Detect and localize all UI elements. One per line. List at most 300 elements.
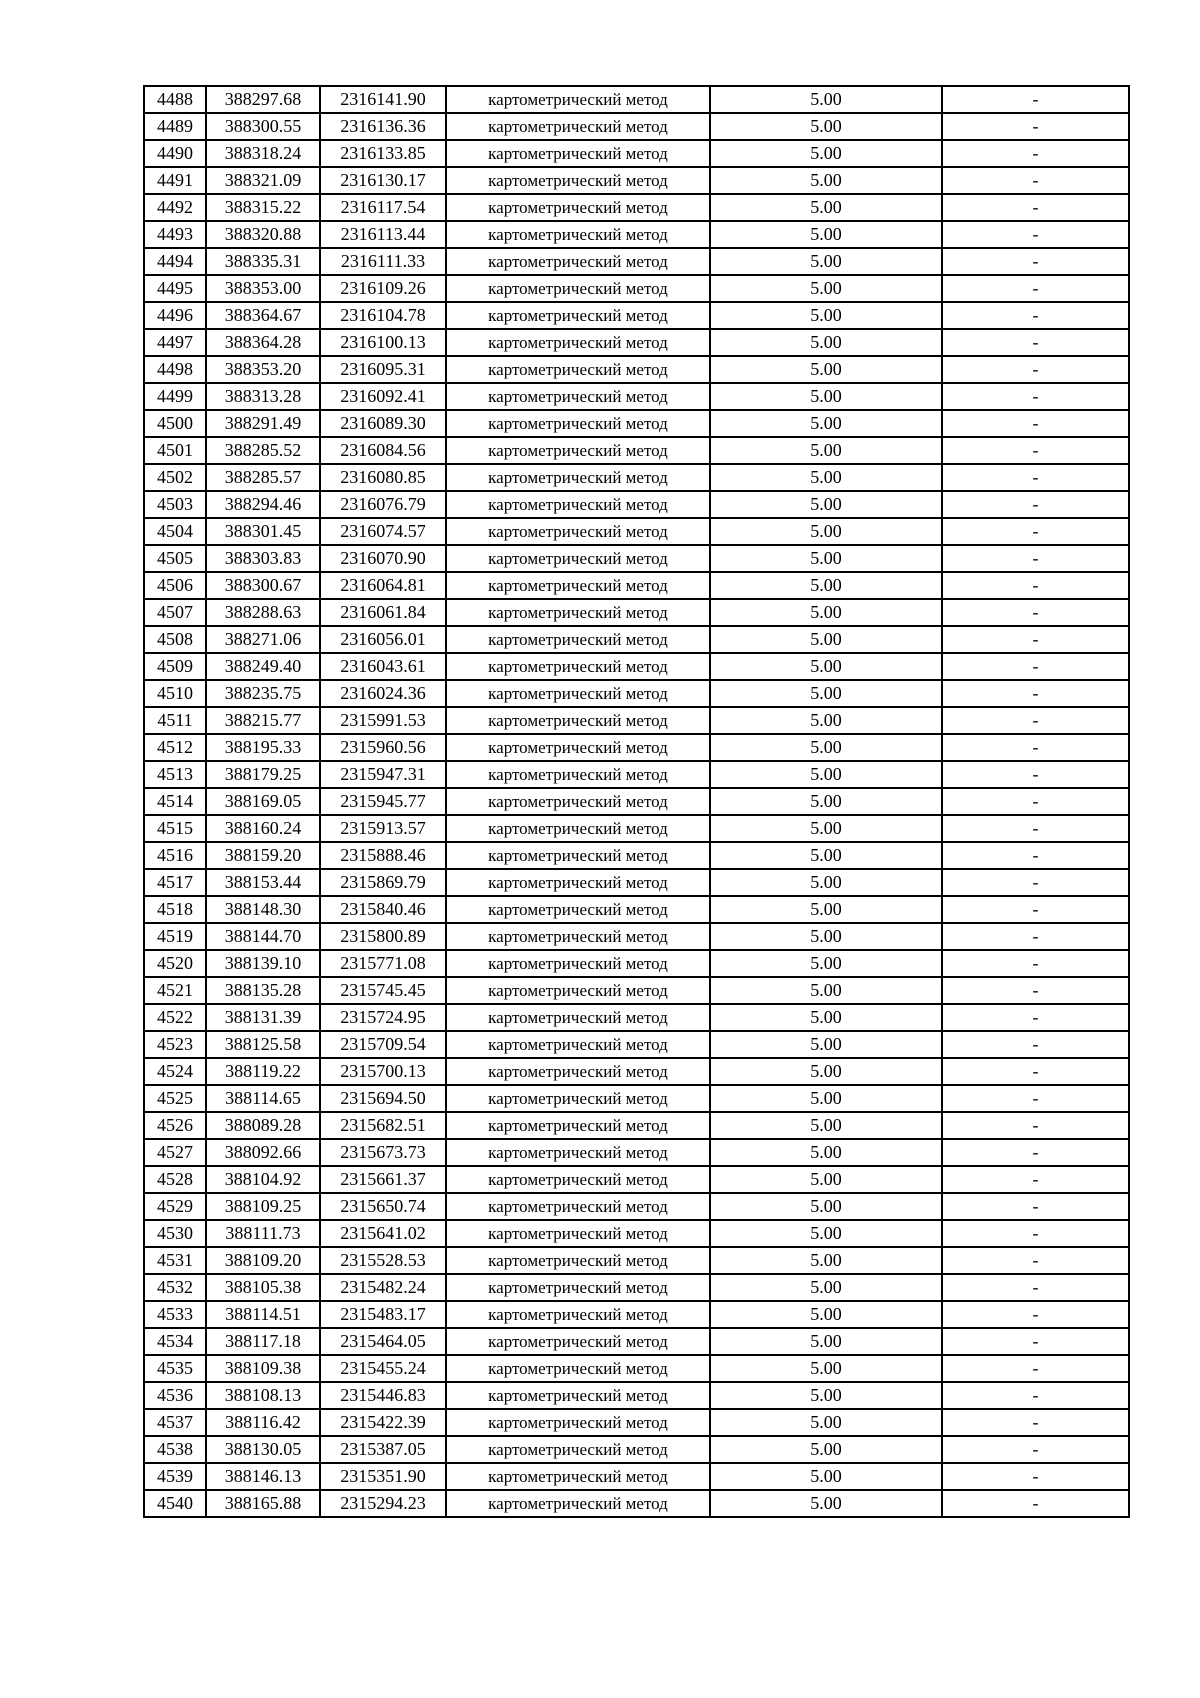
note-cell: - [942, 572, 1129, 599]
point-number-cell: 4500 [144, 410, 206, 437]
method-cell: картометрический метод [446, 140, 710, 167]
x-coordinate-cell: 388109.20 [206, 1247, 320, 1274]
note-cell: - [942, 1409, 1129, 1436]
note-cell: - [942, 410, 1129, 437]
y-coordinate-cell: 2316109.26 [320, 275, 446, 302]
note-cell: - [942, 248, 1129, 275]
method-cell: картометрический метод [446, 599, 710, 626]
method-cell: картометрический метод [446, 1139, 710, 1166]
method-cell: картометрический метод [446, 896, 710, 923]
note-cell: - [942, 1382, 1129, 1409]
x-coordinate-cell: 388353.00 [206, 275, 320, 302]
method-cell: картометрический метод [446, 1490, 710, 1517]
method-cell: картометрический метод [446, 383, 710, 410]
x-coordinate-cell: 388285.57 [206, 464, 320, 491]
precision-cell: 5.00 [710, 1166, 942, 1193]
note-cell: - [942, 1355, 1129, 1382]
y-coordinate-cell: 2315945.77 [320, 788, 446, 815]
precision-cell: 5.00 [710, 977, 942, 1004]
precision-cell: 5.00 [710, 194, 942, 221]
table-row [144, 1166, 1129, 1193]
y-coordinate-cell: 2316080.85 [320, 464, 446, 491]
table-row [144, 140, 1129, 167]
method-cell: картометрический метод [446, 680, 710, 707]
precision-cell: 5.00 [710, 734, 942, 761]
note-cell: - [942, 1112, 1129, 1139]
note-cell: - [942, 302, 1129, 329]
point-number-cell: 4495 [144, 275, 206, 302]
method-cell: картометрический метод [446, 869, 710, 896]
table-row [144, 221, 1129, 248]
table-row [144, 1328, 1129, 1355]
note-cell: - [942, 1193, 1129, 1220]
point-number-cell: 4490 [144, 140, 206, 167]
note-cell: - [942, 194, 1129, 221]
note-cell: - [942, 491, 1129, 518]
method-cell: картометрический метод [446, 1220, 710, 1247]
y-coordinate-cell: 2316056.01 [320, 626, 446, 653]
y-coordinate-cell: 2316024.36 [320, 680, 446, 707]
table-row [144, 1301, 1129, 1328]
point-number-cell: 4528 [144, 1166, 206, 1193]
x-coordinate-cell: 388353.20 [206, 356, 320, 383]
x-coordinate-cell: 388131.39 [206, 1004, 320, 1031]
method-cell: картометрический метод [446, 1436, 710, 1463]
point-number-cell: 4518 [144, 896, 206, 923]
point-number-cell: 4539 [144, 1463, 206, 1490]
point-number-cell: 4517 [144, 869, 206, 896]
precision-cell: 5.00 [710, 950, 942, 977]
note-cell: - [942, 1463, 1129, 1490]
note-cell: - [942, 1328, 1129, 1355]
point-number-cell: 4508 [144, 626, 206, 653]
note-cell: - [942, 680, 1129, 707]
x-coordinate-cell: 388364.67 [206, 302, 320, 329]
method-cell: картометрический метод [446, 1166, 710, 1193]
precision-cell: 5.00 [710, 383, 942, 410]
method-cell: картометрический метод [446, 1274, 710, 1301]
x-coordinate-cell: 388294.46 [206, 491, 320, 518]
precision-cell: 5.00 [710, 248, 942, 275]
y-coordinate-cell: 2315700.13 [320, 1058, 446, 1085]
point-number-cell: 4519 [144, 923, 206, 950]
method-cell: картометрический метод [446, 707, 710, 734]
point-number-cell: 4507 [144, 599, 206, 626]
point-number-cell: 4509 [144, 653, 206, 680]
table-row [144, 194, 1129, 221]
x-coordinate-cell: 388144.70 [206, 923, 320, 950]
table-row [144, 815, 1129, 842]
y-coordinate-cell: 2315422.39 [320, 1409, 446, 1436]
method-cell: картометрический метод [446, 464, 710, 491]
precision-cell: 5.00 [710, 1301, 942, 1328]
x-coordinate-cell: 388135.28 [206, 977, 320, 1004]
note-cell: - [942, 1274, 1129, 1301]
precision-cell: 5.00 [710, 302, 942, 329]
table-row [144, 842, 1129, 869]
y-coordinate-cell: 2315800.89 [320, 923, 446, 950]
table-row [144, 275, 1129, 302]
point-number-cell: 4492 [144, 194, 206, 221]
table-row [144, 518, 1129, 545]
note-cell: - [942, 1247, 1129, 1274]
point-number-cell: 4491 [144, 167, 206, 194]
table-row [144, 572, 1129, 599]
table-row [144, 356, 1129, 383]
y-coordinate-cell: 2315869.79 [320, 869, 446, 896]
method-cell: картометрический метод [446, 302, 710, 329]
y-coordinate-cell: 2315991.53 [320, 707, 446, 734]
method-cell: картометрический метод [446, 653, 710, 680]
y-coordinate-cell: 2315960.56 [320, 734, 446, 761]
note-cell: - [942, 113, 1129, 140]
precision-cell: 5.00 [710, 329, 942, 356]
y-coordinate-cell: 2315913.57 [320, 815, 446, 842]
coordinates-table [143, 85, 1130, 1518]
note-cell: - [942, 275, 1129, 302]
table-row [144, 1085, 1129, 1112]
table-row [144, 1436, 1129, 1463]
precision-cell: 5.00 [710, 1085, 942, 1112]
x-coordinate-cell: 388104.92 [206, 1166, 320, 1193]
table-row [144, 788, 1129, 815]
table-row [144, 491, 1129, 518]
table-row [144, 410, 1129, 437]
precision-cell: 5.00 [710, 1004, 942, 1031]
point-number-cell: 4514 [144, 788, 206, 815]
note-cell: - [942, 1166, 1129, 1193]
x-coordinate-cell: 388105.38 [206, 1274, 320, 1301]
precision-cell: 5.00 [710, 1490, 942, 1517]
y-coordinate-cell: 2316061.84 [320, 599, 446, 626]
x-coordinate-cell: 388315.22 [206, 194, 320, 221]
point-number-cell: 4489 [144, 113, 206, 140]
x-coordinate-cell: 388092.66 [206, 1139, 320, 1166]
method-cell: картометрический метод [446, 761, 710, 788]
method-cell: картометрический метод [446, 194, 710, 221]
x-coordinate-cell: 388301.45 [206, 518, 320, 545]
point-number-cell: 4515 [144, 815, 206, 842]
note-cell: - [942, 437, 1129, 464]
method-cell: картометрический метод [446, 734, 710, 761]
table-row [144, 1463, 1129, 1490]
note-cell: - [942, 977, 1129, 1004]
table-row [144, 1139, 1129, 1166]
x-coordinate-cell: 388111.73 [206, 1220, 320, 1247]
precision-cell: 5.00 [710, 1382, 942, 1409]
point-number-cell: 4513 [144, 761, 206, 788]
note-cell: - [942, 545, 1129, 572]
y-coordinate-cell: 2315483.17 [320, 1301, 446, 1328]
x-coordinate-cell: 388160.24 [206, 815, 320, 842]
note-cell: - [942, 383, 1129, 410]
point-number-cell: 4499 [144, 383, 206, 410]
y-coordinate-cell: 2315387.05 [320, 1436, 446, 1463]
point-number-cell: 4526 [144, 1112, 206, 1139]
x-coordinate-cell: 388114.51 [206, 1301, 320, 1328]
x-coordinate-cell: 388297.68 [206, 86, 320, 113]
y-coordinate-cell: 2316133.85 [320, 140, 446, 167]
method-cell: картометрический метод [446, 86, 710, 113]
table-row [144, 761, 1129, 788]
y-coordinate-cell: 2316070.90 [320, 545, 446, 572]
x-coordinate-cell: 388139.10 [206, 950, 320, 977]
y-coordinate-cell: 2315294.23 [320, 1490, 446, 1517]
precision-cell: 5.00 [710, 680, 942, 707]
x-coordinate-cell: 388153.44 [206, 869, 320, 896]
note-cell: - [942, 86, 1129, 113]
precision-cell: 5.00 [710, 113, 942, 140]
y-coordinate-cell: 2315840.46 [320, 896, 446, 923]
y-coordinate-cell: 2316141.90 [320, 86, 446, 113]
y-coordinate-cell: 2316064.81 [320, 572, 446, 599]
x-coordinate-cell: 388109.38 [206, 1355, 320, 1382]
method-cell: картометрический метод [446, 410, 710, 437]
x-coordinate-cell: 388300.55 [206, 113, 320, 140]
x-coordinate-cell: 388313.28 [206, 383, 320, 410]
y-coordinate-cell: 2315482.24 [320, 1274, 446, 1301]
y-coordinate-cell: 2316100.13 [320, 329, 446, 356]
point-number-cell: 4498 [144, 356, 206, 383]
precision-cell: 5.00 [710, 1436, 942, 1463]
point-number-cell: 4522 [144, 1004, 206, 1031]
precision-cell: 5.00 [710, 167, 942, 194]
precision-cell: 5.00 [710, 707, 942, 734]
note-cell: - [942, 140, 1129, 167]
x-coordinate-cell: 388195.33 [206, 734, 320, 761]
x-coordinate-cell: 388179.25 [206, 761, 320, 788]
table-row [144, 383, 1129, 410]
x-coordinate-cell: 388318.24 [206, 140, 320, 167]
y-coordinate-cell: 2315464.05 [320, 1328, 446, 1355]
note-cell: - [942, 842, 1129, 869]
note-cell: - [942, 869, 1129, 896]
y-coordinate-cell: 2315694.50 [320, 1085, 446, 1112]
precision-cell: 5.00 [710, 1328, 942, 1355]
y-coordinate-cell: 2315661.37 [320, 1166, 446, 1193]
y-coordinate-cell: 2316117.54 [320, 194, 446, 221]
x-coordinate-cell: 388303.83 [206, 545, 320, 572]
table-row [144, 437, 1129, 464]
precision-cell: 5.00 [710, 923, 942, 950]
method-cell: картометрический метод [446, 1301, 710, 1328]
y-coordinate-cell: 2315650.74 [320, 1193, 446, 1220]
point-number-cell: 4536 [144, 1382, 206, 1409]
point-number-cell: 4497 [144, 329, 206, 356]
table-row [144, 923, 1129, 950]
method-cell: картометрический метод [446, 437, 710, 464]
point-number-cell: 4512 [144, 734, 206, 761]
table-row [144, 1004, 1129, 1031]
x-coordinate-cell: 388116.42 [206, 1409, 320, 1436]
precision-cell: 5.00 [710, 464, 942, 491]
method-cell: картометрический метод [446, 923, 710, 950]
method-cell: картометрический метод [446, 248, 710, 275]
note-cell: - [942, 1139, 1129, 1166]
method-cell: картометрический метод [446, 1382, 710, 1409]
method-cell: картометрический метод [446, 1247, 710, 1274]
x-coordinate-cell: 388130.05 [206, 1436, 320, 1463]
table-row [144, 1382, 1129, 1409]
note-cell: - [942, 1058, 1129, 1085]
table-row [144, 707, 1129, 734]
y-coordinate-cell: 2315641.02 [320, 1220, 446, 1247]
method-cell: картометрический метод [446, 842, 710, 869]
table-row [144, 626, 1129, 653]
x-coordinate-cell: 388117.18 [206, 1328, 320, 1355]
point-number-cell: 4537 [144, 1409, 206, 1436]
x-coordinate-cell: 388089.28 [206, 1112, 320, 1139]
method-cell: картометрический метод [446, 626, 710, 653]
point-number-cell: 4531 [144, 1247, 206, 1274]
note-cell: - [942, 518, 1129, 545]
y-coordinate-cell: 2315709.54 [320, 1031, 446, 1058]
table-row [144, 248, 1129, 275]
table-row [144, 545, 1129, 572]
note-cell: - [942, 653, 1129, 680]
y-coordinate-cell: 2315455.24 [320, 1355, 446, 1382]
precision-cell: 5.00 [710, 86, 942, 113]
precision-cell: 5.00 [710, 1355, 942, 1382]
table-row [144, 167, 1129, 194]
precision-cell: 5.00 [710, 356, 942, 383]
y-coordinate-cell: 2315528.53 [320, 1247, 446, 1274]
precision-cell: 5.00 [710, 410, 942, 437]
note-cell: - [942, 221, 1129, 248]
precision-cell: 5.00 [710, 1031, 942, 1058]
point-number-cell: 4511 [144, 707, 206, 734]
point-number-cell: 4538 [144, 1436, 206, 1463]
point-number-cell: 4503 [144, 491, 206, 518]
x-coordinate-cell: 388300.67 [206, 572, 320, 599]
precision-cell: 5.00 [710, 761, 942, 788]
note-cell: - [942, 734, 1129, 761]
precision-cell: 5.00 [710, 518, 942, 545]
method-cell: картометрический метод [446, 1328, 710, 1355]
method-cell: картометрический метод [446, 1112, 710, 1139]
note-cell: - [942, 788, 1129, 815]
x-coordinate-cell: 388249.40 [206, 653, 320, 680]
precision-cell: 5.00 [710, 437, 942, 464]
method-cell: картометрический метод [446, 275, 710, 302]
note-cell: - [942, 1085, 1129, 1112]
method-cell: картометрический метод [446, 113, 710, 140]
point-number-cell: 4529 [144, 1193, 206, 1220]
method-cell: картометрический метод [446, 788, 710, 815]
table-row [144, 950, 1129, 977]
x-coordinate-cell: 388291.49 [206, 410, 320, 437]
note-cell: - [942, 950, 1129, 977]
point-number-cell: 4501 [144, 437, 206, 464]
precision-cell: 5.00 [710, 896, 942, 923]
point-number-cell: 4510 [144, 680, 206, 707]
table-body [144, 86, 1129, 1517]
y-coordinate-cell: 2315771.08 [320, 950, 446, 977]
table-row [144, 113, 1129, 140]
note-cell: - [942, 464, 1129, 491]
x-coordinate-cell: 388109.25 [206, 1193, 320, 1220]
precision-cell: 5.00 [710, 1274, 942, 1301]
method-cell: картометрический метод [446, 1004, 710, 1031]
y-coordinate-cell: 2315673.73 [320, 1139, 446, 1166]
x-coordinate-cell: 388235.75 [206, 680, 320, 707]
table-row [144, 977, 1129, 1004]
x-coordinate-cell: 388285.52 [206, 437, 320, 464]
precision-cell: 5.00 [710, 275, 942, 302]
precision-cell: 5.00 [710, 1409, 942, 1436]
method-cell: картометрический метод [446, 1409, 710, 1436]
note-cell: - [942, 896, 1129, 923]
table-row [144, 1031, 1129, 1058]
y-coordinate-cell: 2316089.30 [320, 410, 446, 437]
point-number-cell: 4530 [144, 1220, 206, 1247]
precision-cell: 5.00 [710, 491, 942, 518]
x-coordinate-cell: 388271.06 [206, 626, 320, 653]
x-coordinate-cell: 388320.88 [206, 221, 320, 248]
note-cell: - [942, 1301, 1129, 1328]
y-coordinate-cell: 2316076.79 [320, 491, 446, 518]
method-cell: картометрический метод [446, 1031, 710, 1058]
note-cell: - [942, 761, 1129, 788]
table-row [144, 329, 1129, 356]
y-coordinate-cell: 2315351.90 [320, 1463, 446, 1490]
note-cell: - [942, 1436, 1129, 1463]
y-coordinate-cell: 2316113.44 [320, 221, 446, 248]
method-cell: картометрический метод [446, 329, 710, 356]
note-cell: - [942, 599, 1129, 626]
table-row [144, 1274, 1129, 1301]
point-number-cell: 4532 [144, 1274, 206, 1301]
precision-cell: 5.00 [710, 653, 942, 680]
y-coordinate-cell: 2316111.33 [320, 248, 446, 275]
method-cell: картометрический метод [446, 950, 710, 977]
method-cell: картометрический метод [446, 356, 710, 383]
method-cell: картометрический метод [446, 1463, 710, 1490]
table-row [144, 1058, 1129, 1085]
method-cell: картометрический метод [446, 545, 710, 572]
point-number-cell: 4524 [144, 1058, 206, 1085]
note-cell: - [942, 329, 1129, 356]
precision-cell: 5.00 [710, 626, 942, 653]
precision-cell: 5.00 [710, 788, 942, 815]
table-row [144, 653, 1129, 680]
point-number-cell: 4520 [144, 950, 206, 977]
table-row [144, 86, 1129, 113]
x-coordinate-cell: 388119.22 [206, 1058, 320, 1085]
precision-cell: 5.00 [710, 1220, 942, 1247]
y-coordinate-cell: 2316074.57 [320, 518, 446, 545]
x-coordinate-cell: 388114.65 [206, 1085, 320, 1112]
note-cell: - [942, 815, 1129, 842]
note-cell: - [942, 1220, 1129, 1247]
table-row [144, 1355, 1129, 1382]
y-coordinate-cell: 2316084.56 [320, 437, 446, 464]
note-cell: - [942, 923, 1129, 950]
table-row [144, 869, 1129, 896]
precision-cell: 5.00 [710, 599, 942, 626]
method-cell: картометрический метод [446, 1085, 710, 1112]
point-number-cell: 4535 [144, 1355, 206, 1382]
y-coordinate-cell: 2316104.78 [320, 302, 446, 329]
y-coordinate-cell: 2315446.83 [320, 1382, 446, 1409]
note-cell: - [942, 626, 1129, 653]
precision-cell: 5.00 [710, 1193, 942, 1220]
y-coordinate-cell: 2316095.31 [320, 356, 446, 383]
y-coordinate-cell: 2315745.45 [320, 977, 446, 1004]
precision-cell: 5.00 [710, 1463, 942, 1490]
table-row [144, 1247, 1129, 1274]
table-row [144, 1220, 1129, 1247]
